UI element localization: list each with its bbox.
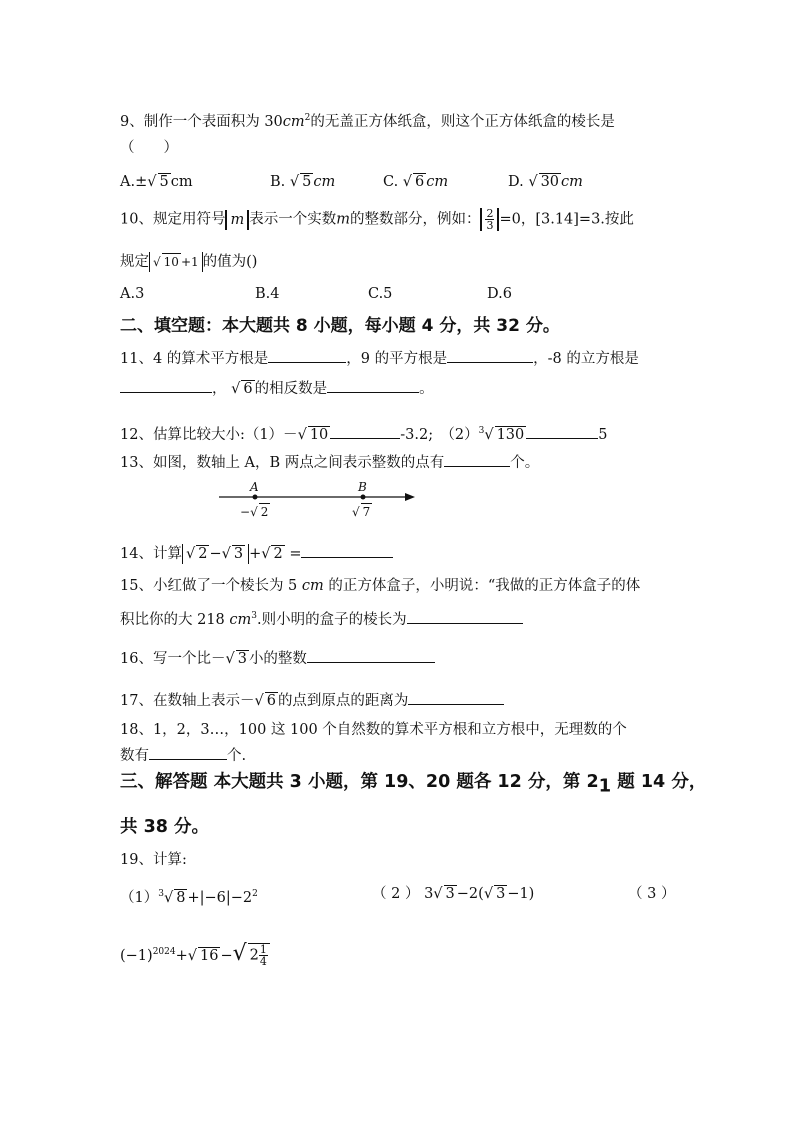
- q19-part-3-expression: $(-1)^{2024}+√$ 16 −√ 2 $\frac{1}{4}$: [120, 942, 270, 967]
- q9-option-c: C. √ 6 cm: [383, 174, 449, 190]
- question-14: 14、计算 √ 2 −√ 3 +√ 2 =: [120, 543, 393, 564]
- section-3-heading-line2: 共 38 分。: [120, 817, 210, 837]
- q9-option-d: D. √ 30 cm: [508, 174, 583, 190]
- arrow-icon: [405, 493, 415, 501]
- question-9: 9、制作一个表面积为 $30cm^2$的无盖正方体纸盒，则这个正方体纸盒的棱长是: [120, 113, 615, 130]
- point-a: [253, 495, 258, 500]
- question-10-line2: 规定 √ 10 +1 的值为(): [120, 254, 258, 270]
- point-a-value: −√ 2: [240, 505, 269, 519]
- q10-option-a: A.3: [120, 286, 145, 302]
- question-18-line2: 数有 个.: [120, 745, 246, 766]
- question-19-title: 19、计算:: [120, 852, 187, 868]
- q9-option-a: A.±√ 5 cm: [120, 174, 193, 190]
- question-11-line2: ， √ 6 的相反数是 。: [120, 378, 434, 399]
- question-15: 15、小红做了一个棱长为 5 cm 的正方体盒子，小明说：“我做的正方体盒子的体: [120, 578, 641, 594]
- question-12: 12、估算比较大小:（1）－√ 10 -3.2; $(2)^3√$ 130 5: [120, 421, 608, 445]
- question-9-paren: （ ）: [120, 140, 178, 156]
- q10-option-c: C.5: [368, 286, 393, 302]
- question-16: 16、写一个比－√ 3 小的整数: [120, 648, 435, 669]
- question-13: 13、如图，数轴上 A，B 两点之间表示整数的点有 个。: [120, 452, 539, 473]
- q10-option-d: D.6: [487, 286, 512, 302]
- q19-part-3-label: （ 3 ）: [628, 886, 676, 902]
- question-11: 11、4 的算术平方根是 ，9 的平方根是 ，-8 的立方根是: [120, 348, 639, 369]
- q19-part-2: （ 2 ） 3√ 3 −2(√ 3 −1): [372, 886, 535, 902]
- q9-option-b: B. √ 5 cm: [270, 174, 336, 190]
- q10-option-b: B.4: [255, 286, 280, 302]
- q19-part-1: $(1)^3√$ $8 +|-6|-2^2$: [120, 889, 258, 906]
- question-18: 18、1，2，3…，100 这 100 个自然数的算术平方根和立方根中，无理数的个: [120, 722, 627, 738]
- question-10: 10、规定用符号 m 表示一个实数m的整数部分，例如： $\frac{2}{3} =0$，[3.14]=3.按此: [120, 207, 634, 232]
- section-2-heading: 二、填空题：本大题共 8 小题，每小题 4 分，共 32 分。: [120, 316, 560, 336]
- point-a-label: A: [250, 480, 259, 494]
- question-17: 17、在数轴上表示－√ 6 的点到原点的距离为: [120, 690, 504, 711]
- point-b: [361, 495, 366, 500]
- section-3-heading: 三、解答题 本大题共 3 小题，第 19、20 题各 12 分，第 $2_1$ 题 14 分，: [120, 772, 707, 797]
- point-b-label: B: [358, 480, 367, 494]
- point-b-value: √ 7: [352, 505, 371, 519]
- question-15-line2: 积比你的大 218 $cm^3$.则小明的盒子的棱长为: [120, 606, 523, 630]
